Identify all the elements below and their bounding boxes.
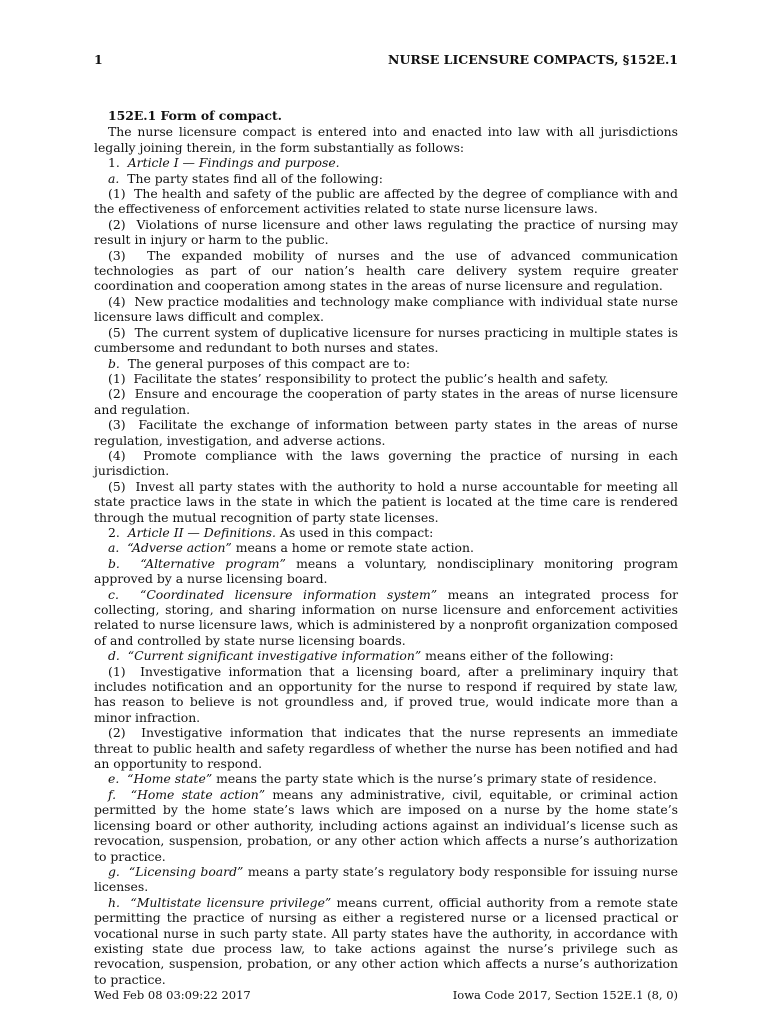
paragraph-text: means a voluntary, nondisciplinary monitoring program approved by a nurse licensing board. [94, 555, 678, 587]
paragraph-number: a. [108, 540, 120, 556]
paragraph-text: Invest all party states with the authority to hold a nurse accountable for meeting all state practice laws in the state in which the patient is located at the time care is rendered through the mutual recognition of party state licenses. [94, 478, 678, 525]
paragraph-number: (2) [108, 216, 126, 232]
paragraph-text: Facilitate the states’ responsibility to protect the public’s health and safety. [133, 370, 609, 386]
paragraph-number: (4) [108, 447, 126, 463]
paragraph [94, 248, 678, 294]
paragraph-number: g. [108, 863, 120, 879]
document-body [94, 108, 678, 987]
paragraph [94, 386, 678, 417]
paragraph-heading: “Multistate licensure privilege” [130, 894, 332, 910]
paragraph-number: b. [108, 355, 120, 371]
paragraph [94, 787, 678, 864]
paragraph-text: means a home or remote state action. [235, 540, 474, 556]
page-number: 1 [94, 52, 103, 67]
section-intro: The nurse licensure compact is entered into and enacted into law with all jurisdictions legally joining therein, in the form substantially as follows: [94, 124, 678, 155]
paragraph-number: (4) [108, 293, 126, 309]
paragraph [94, 771, 678, 786]
paragraph [94, 325, 678, 356]
paragraph-number: (1) [108, 370, 126, 386]
paragraph [94, 648, 678, 663]
paragraph-number: (3) [108, 417, 126, 433]
paragraph [94, 356, 678, 371]
paragraph-heading: “Licensing board” [128, 863, 244, 879]
paragraph-heading: “Coordinated licensure information system” [139, 586, 438, 602]
paragraph-number: (1) [108, 186, 126, 202]
paragraph [94, 587, 678, 649]
paragraph-number: h. [108, 894, 120, 910]
paragraph [94, 664, 678, 726]
paragraph-text: The health and safety of the public are affected by the degree of compliance with and the effectiveness of enforcement activities related to state nurse licensure laws. [94, 186, 678, 217]
paragraph-heading: “Alternative program” [140, 555, 286, 571]
paragraph [94, 186, 678, 217]
paragraph-number: 1. [108, 155, 120, 171]
paragraph [94, 540, 678, 555]
paragraph-number: e. [108, 771, 120, 787]
paragraph-text: Ensure and encourage the cooperation of party states in the areas of nurse licensure and regulation. [94, 386, 678, 417]
paragraph-text: Violations of nurse licensure and other laws regulating the practice of nursing may result in injury or harm to the public. [94, 216, 678, 248]
paragraph-heading: Article II — Definitions. [127, 524, 276, 540]
paragraph-text: Investigative information that a licensing board, after a preliminary inquiry that includes notification and an opportunity for the nurse to respond if required by state law, has reason to believe is not groundless and, if proved true, would indicate more than a minor infraction. [94, 663, 678, 725]
paragraph-heading: “Home state” [127, 771, 213, 787]
paragraph-number: (1) [108, 663, 126, 679]
paragraph [94, 294, 678, 325]
paragraph-heading: “Current significant investigative information” [127, 648, 422, 664]
paragraph-number: c. [108, 586, 119, 602]
paragraph [94, 556, 678, 587]
paragraph [94, 155, 678, 170]
paragraph-text: Promote compliance with the laws governing the practice of nursing in each jurisdiction. [94, 447, 679, 479]
paragraph-text: means current, official authority from a remote state permitting the practice of nursing as either a registered nurse or a licensed practical or vocational nurse in such party state. All party states have the authority, in accordance with existing state due process law, to take actions against the nurse’s privilege such as revocation, suspension, probation, or any other action which affects a nurse’s authorization to practice. [94, 894, 678, 987]
paragraph-text: Investigative information that indicates that the nurse represents an immediate threat to public health and safety regardless of whether the nurse has been notified and had an opportunity to respond. [94, 725, 678, 772]
paragraph-text: means the party state which is the nurse’s primary state of residence. [216, 771, 657, 787]
paragraph-text: means either of the following: [425, 648, 614, 664]
paragraph-number: (5) [108, 324, 126, 340]
paragraph-text: means a party state’s regulatory body responsible for issuing nurse licenses. [94, 863, 678, 895]
paragraph-text: means an integrated process for collecting, storing, and sharing information on nurse licensure and enforcement activities related to nurse licensure laws, which is administered by a nonprofit organization composed of and controlled by state nurse licensing boards. [94, 586, 678, 648]
footer-citation: Iowa Code 2017, Section 152E.1 (8, 0) [452, 988, 678, 1002]
paragraph-text: The expanded mobility of nurses and the use of advanced communication technologies as part of our nation’s health care delivery system require greater coordination and cooperation among states in the areas of nurse licensure and regulation. [94, 247, 678, 294]
paragraph-text: New practice modalities and technology make compliance with individual state nurse licensure laws difficult and complex. [94, 293, 678, 325]
paragraph [94, 895, 678, 987]
section-title: 152E.1 Form of compact. [108, 108, 282, 123]
paragraph-number: (2) [108, 386, 126, 402]
paragraph-number: a. [108, 170, 120, 186]
paragraph-number: b. [108, 555, 120, 571]
paragraph-number: (2) [108, 725, 126, 741]
paragraph-number: 2. [108, 524, 120, 540]
footer-timestamp: Wed Feb 08 03:09:22 2017 [94, 988, 251, 1002]
paragraph [94, 448, 678, 479]
paragraph-heading: “Adverse action” [127, 540, 232, 556]
paragraph [94, 171, 678, 186]
paragraph-text: The current system of duplicative licensure for nurses practicing in multiple states is cumbersome and redundant to both nurses and states. [94, 324, 678, 356]
paragraph [94, 371, 678, 386]
paragraph-number: f. [108, 786, 117, 802]
paragraph-text: means any administrative, civil, equitable, or criminal action permitted by the home state’s laws which are imposed on a nurse by the home state’s licensing board or other authority, including actions against an individual’s license such as revocation, suspension, probation, or any other action which affects a nurse’s authorization to practice. [94, 786, 678, 864]
paragraph-number: d. [108, 648, 120, 664]
paragraph-text: The party states find all of the following: [127, 170, 383, 186]
paragraph [94, 417, 678, 448]
paragraph [94, 479, 678, 525]
paragraph [94, 525, 678, 540]
paragraph-list [94, 155, 678, 987]
paragraph-text: Facilitate the exchange of information between party states in the areas of nurse regulation, investigation, and adverse actions. [94, 417, 678, 448]
paragraph-heading: “Home state action” [130, 786, 266, 802]
paragraph [94, 217, 678, 248]
paragraph [94, 725, 678, 771]
running-title: NURSE LICENSURE COMPACTS, §152E.1 [388, 52, 678, 67]
paragraph-text: The general purposes of this compact are to: [127, 355, 411, 371]
paragraph-number: (3) [108, 247, 126, 263]
paragraph [94, 864, 678, 895]
paragraph-number: (5) [108, 478, 126, 494]
paragraph-heading: Article I — Findings and purpose. [127, 155, 340, 171]
paragraph-text: As used in this compact: [279, 524, 434, 540]
